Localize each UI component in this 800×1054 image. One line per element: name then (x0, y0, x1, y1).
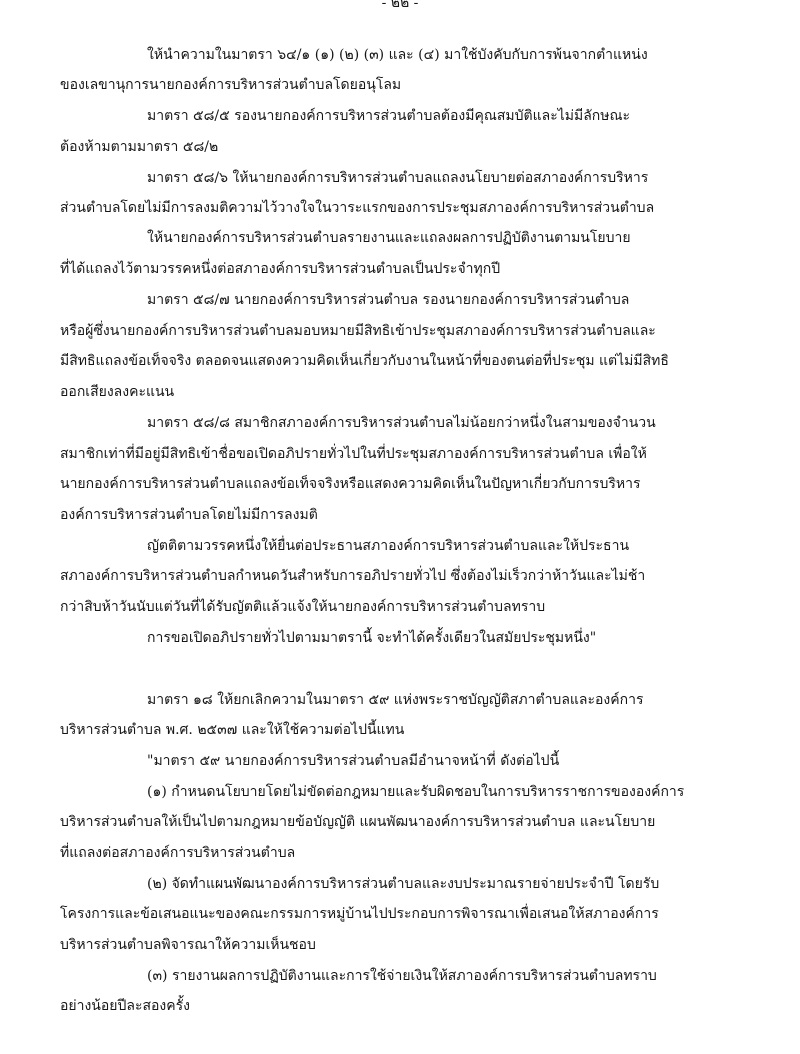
text-line: สภาองค์การบริหารส่วนตำบลกำหนดวันสำหรับการอภิปรายทั่วไป ซึ่งต้องไม่เร็วกว่าห้าวันและไม่ช้า (60, 568, 646, 584)
text-line: บริหารส่วนตำบลพิจารณาให้ความเห็นชอบ (60, 937, 316, 953)
text-line: บริหารส่วนตำบล พ.ศ. ๒๕๓๗ และให้ใช้ความต่อไปนี้แทน (60, 722, 405, 738)
section-58-8-heading: มาตรา ๕๘/๘ สมาชิกสภาองค์การบริหารส่วนตำบลไม่น้อยกว่าหนึ่งในสามของจำนวน (147, 415, 656, 431)
text-line: หรือผู้ซึ่งนายกองค์การบริหารส่วนตำบลมอบหมายมีสิทธิเข้าประชุมสภาองค์การบริหารส่วนตำบลและ (60, 323, 656, 339)
section-58-7-heading: มาตรา ๕๘/๗ นายกองค์การบริหารส่วนตำบล รองนายกองค์การบริหารส่วนตำบล (147, 292, 630, 308)
text-line: ที่แถลงต่อสภาองค์การบริหารส่วนตำบล (60, 845, 296, 861)
section-58-5-heading: มาตรา ๕๘/๕ รองนายกองค์การบริหารส่วนตำบลต้องมีคุณสมบัติและไม่มีลักษณะ (147, 108, 631, 124)
text-line: ให้นำความในมาตรา ๖๔/๑ (๑) (๒) (๓) และ (๔) มาใช้บังคับกับการพ้นจากตำแหน่ง (147, 47, 648, 63)
text-line: ส่วนตำบลโดยไม่มีการลงมติความไว้วางใจในวาระแรกของการประชุมสภาองค์การบริหารส่วนตำบล (60, 200, 655, 216)
text-line: ให้นายกองค์การบริหารส่วนตำบลรายงานและแถลงผลการปฏิบัติงานตามนโยบาย (147, 230, 631, 246)
text-line: การขอเปิดอภิปรายทั่วไปตามมาตรานี้ จะทำได้ครั้งเดียวในสมัยประชุมหนึ่ง" (147, 630, 597, 646)
text-line: นายกองค์การบริหารส่วนตำบลแถลงข้อเท็จจริงหรือแสดงความคิดเห็นในปัญหาเกี่ยวกับการบริหาร (60, 476, 641, 492)
text-line: มีสิทธิแถลงข้อเท็จจริง ตลอดจนแสดงความคิดเห็นเกี่ยวกับงานในหน้าที่ของตนต่อที่ประชุม แต่ไม่มีสิทธิ (60, 353, 669, 369)
text-line: อย่างน้อยปีละสองครั้ง (60, 998, 190, 1014)
text-line: ของเลขานุการนายกองค์การบริหารส่วนตำบลโดยอนุโลม (60, 77, 402, 93)
text-line: โครงการและข้อเสนอแนะของคณะกรรมการหมู่บ้านไปประกอบการพิจารณาเพื่อเสนอให้สภาองค์การ (60, 906, 659, 922)
section-58-6-heading: มาตรา ๕๘/๖ ให้นายกองค์การบริหารส่วนตำบลแถลงนโยบายต่อสภาองค์การบริหาร (147, 170, 649, 186)
text-line: ที่ได้แถลงไว้ตามวรรคหนึ่งต่อสภาองค์การบริหารส่วนตำบลเป็นประจำทุกปี (60, 261, 501, 277)
clause-3: (๓) รายงานผลการปฏิบัติงานและการใช้จ่ายเงินให้สภาองค์การบริหารส่วนตำบลทราบ (147, 968, 657, 984)
text-line: ญัตติตามวรรคหนึ่งให้ยื่นต่อประธานสภาองค์การบริหารส่วนตำบลและให้ประธาน (147, 538, 630, 554)
text-line: องค์การบริหารส่วนตำบลโดยไม่มีการลงมติ (60, 507, 318, 523)
page-number-header: - ๒๒ - (381, 0, 419, 11)
text-line: ออกเสียงลงคะแนน (60, 384, 175, 400)
text-line: สมาชิกเท่าที่มีอยู่มีสิทธิเข้าชื่อขอเปิดอภิปรายทั่วไปในที่ประชุมสภาองค์การบริหารส่วนตำบล เพื่อให้ (60, 446, 647, 462)
text-line: กว่าสิบห้าวันนับแต่วันที่ได้รับญัตติแล้วแจ้งให้นายกองค์การบริหารส่วนตำบลทราบ (60, 599, 546, 615)
text-line: ต้องห้ามตามมาตรา ๕๘/๒ (60, 139, 219, 155)
section-59-heading: "มาตรา ๕๙ นายกองค์การบริหารส่วนตำบลมีอำนาจหน้าที่ ดังต่อไปนี้ (147, 753, 560, 769)
section-18-heading: มาตรา ๑๘ ให้ยกเลิกความในมาตรา ๕๙ แห่งพระราชบัญญัติสภาตำบลและองค์การ (147, 692, 644, 708)
text-line: บริหารส่วนตำบลให้เป็นไปตามกฎหมายข้อบัญญัติ แผนพัฒนาองค์การบริหารส่วนตำบล และนโยบาย (60, 814, 656, 830)
clause-1: (๑) กำหนดนโยบายโดยไม่ขัดต่อกฎหมายและรับผิดชอบในการบริหารราชการขององค์การ (147, 784, 685, 800)
clause-2: (๒) จัดทำแผนพัฒนาองค์การบริหารส่วนตำบลและงบประมาณรายจ่ายประจำปี โดยรับ (147, 876, 660, 892)
